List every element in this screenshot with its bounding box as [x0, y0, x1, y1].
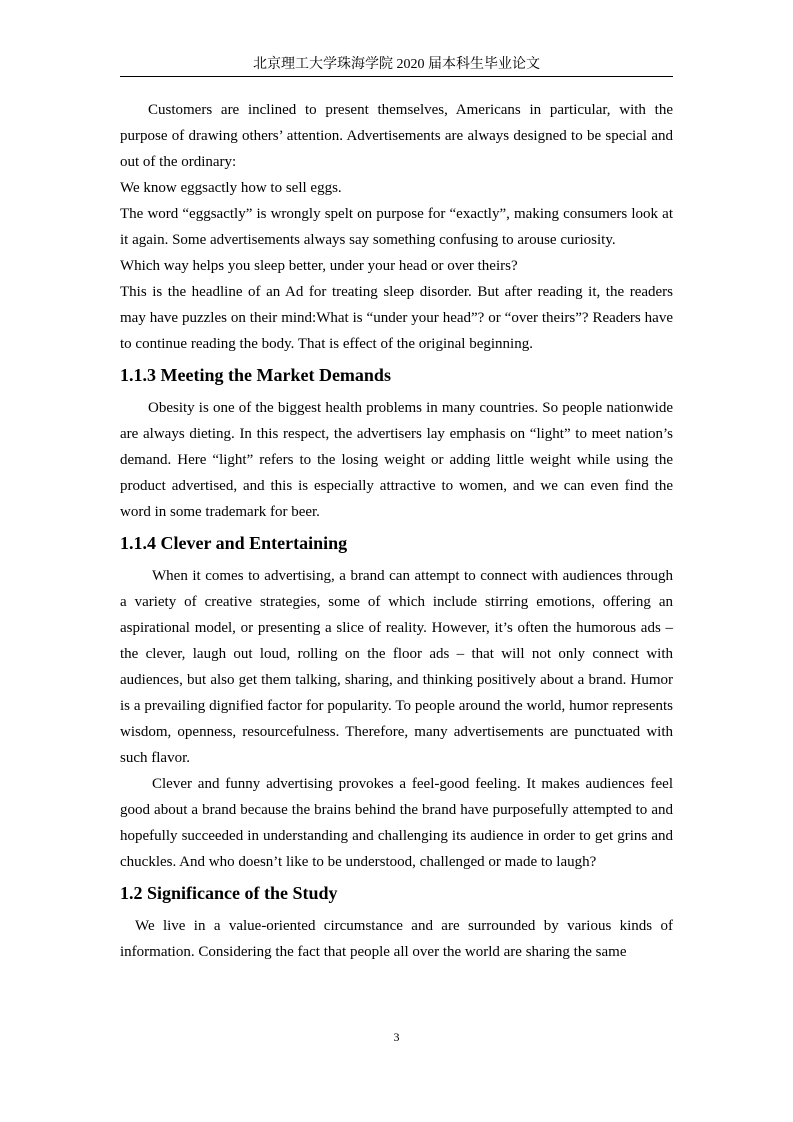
page-header: 北京理工大学珠海学院 2020 届本科生毕业论文: [253, 57, 540, 72]
paragraph-customers: Customers are inclined to present themselves, Americans in particular, with the purpose of drawing others’ attention. Advertisements are always designed to be special and out of the ordinary:: [120, 102, 673, 170]
paragraph-advertising-humor: When it comes to advertising, a brand can attempt to connect with audiences through a variety of creative strategies, some of which include stirring emotions, offering an aspirational model, or presenting a slice of reality. However, it’s often the humorous ads – the clever, laugh out loud, rolling on the floor ads – that will not only connect with audiences, but also get them talking, sharing, and thinking positively about a brand. Humor is a prevailing dignified factor for popularity. To people around the world, humor represents wisdom, openness, resourcefulness. Therefore, many advertisements are punctuated with such flavor.: [120, 568, 673, 766]
header-rule: [120, 76, 673, 77]
paragraph-obesity: Obesity is one of the biggest health problems in many countries. So people nationwide are always dieting. In this respect, the advertisers lay emphasis on “light” to meet nation’s demand. Here “light” refers to the losing weight or adding little weight while using the product advertised, and this is especially attractive to women, and we can even find the word in some trademark for beer.: [120, 400, 673, 520]
paragraph-eggs-example: We know eggsactly how to sell eggs.: [120, 180, 342, 196]
paragraph-eggsactly: The word “eggsactly” is wrongly spelt on purpose for “exactly”, making consumers look at it again. Some advertisements always say something confusing to arouse curiosity.: [120, 206, 673, 248]
page-body: [120, 97, 673, 965]
page-number: 3: [393, 1030, 400, 1044]
heading-1-1-3: 1.1.3 Meeting the Market Demands: [120, 365, 391, 385]
heading-1-2: 1.2 Significance of the Study: [120, 883, 338, 903]
heading-1-1-4: 1.1.4 Clever and Entertaining: [120, 533, 348, 553]
paragraph-sleep-headline: This is the headline of an Ad for treating sleep disorder. But after reading it, the readers may have puzzles on their mind:What is “under your head”? or “over theirs”? Readers have to continue reading the body. That is effect of the original beginning.: [120, 284, 673, 352]
paragraph-significance: We live in a value-oriented circumstance and are surrounded by various kinds of information. Considering the fact that people all over the world are sharing the same: [120, 918, 673, 960]
paragraph-sleep-example: Which way helps you sleep better, under your head or over theirs?: [120, 258, 518, 274]
paragraph-clever-funny: Clever and funny advertising provokes a feel-good feeling. It makes audiences feel good about a brand because the brains behind the brand have purposefully attempted to and hopefully succeeded in understanding and challenging its audience in order to get grins and chuckles. And who doesn’t like to be understood, challenged or made to laugh?: [120, 776, 673, 870]
